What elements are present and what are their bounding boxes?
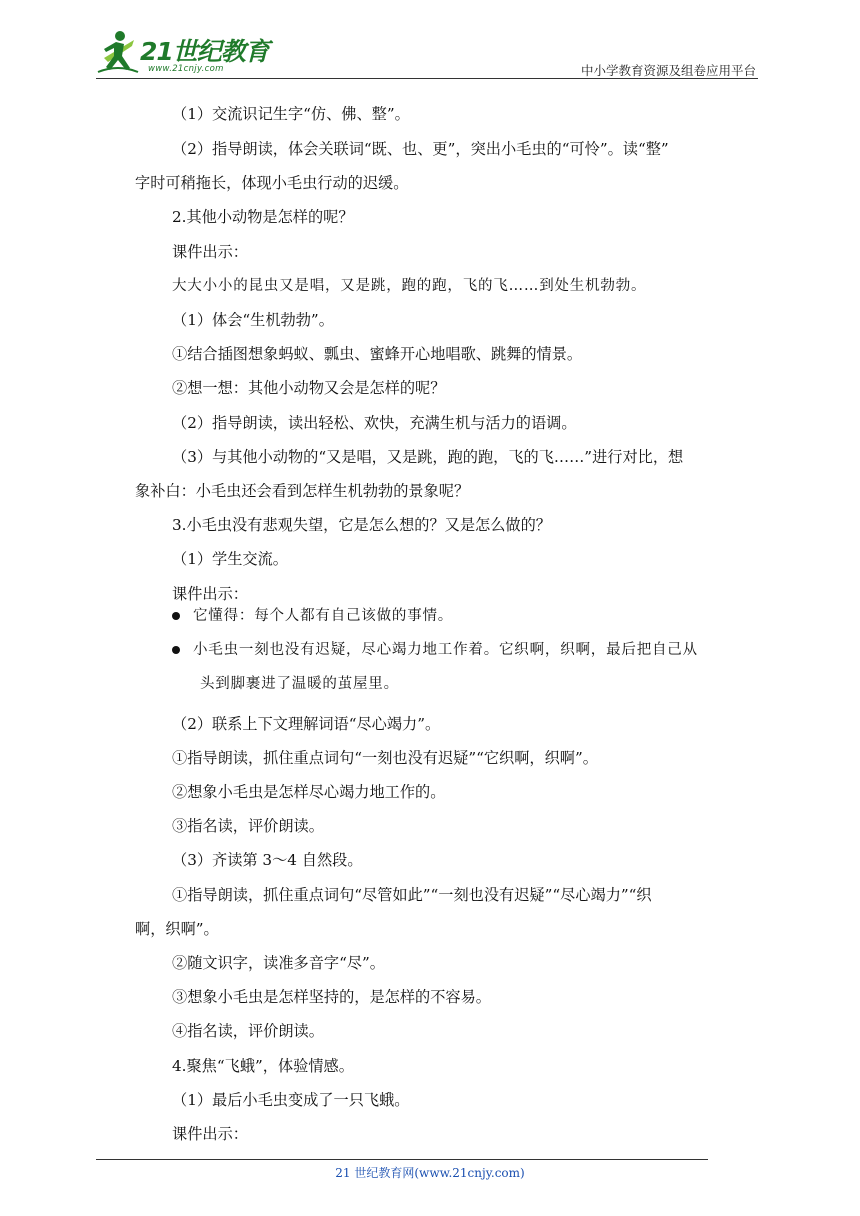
paragraph-line: （2）指导朗读，读出轻松、欢快，充满生机与活力的语调。	[172, 414, 577, 432]
paragraph-line: 课件出示：	[172, 1125, 248, 1143]
paragraph-line: （2）指导朗读，体会关联词“既、也、更”，突出小毛虫的“可怜”。读“整”	[172, 140, 669, 158]
paragraph-line: 字时可稍拖长，体现小毛虫行动的迟缓。	[135, 174, 409, 192]
section-heading: 3.小毛虫没有悲观失望，它是怎么想的？又是怎么做的？	[172, 516, 551, 534]
logo-url: www.21cnjy.com	[148, 64, 224, 74]
site-logo	[96, 28, 269, 78]
paragraph-line: （1）学生交流。	[172, 550, 288, 568]
header-divider	[96, 78, 758, 79]
paragraph-line: （1）最后小毛虫变成了一只飞蛾。	[172, 1091, 410, 1109]
platform-name: 中小学教育资源及组卷应用平台	[580, 63, 756, 78]
paragraph-line: 课件出示：	[172, 243, 248, 261]
footer-link[interactable]: 21 世纪教育网(www.21cnjy.com)	[335, 1166, 525, 1180]
paragraph-line: ②想一想：其他小动物又会是怎样的呢？	[172, 379, 446, 397]
paragraph-line: （2）联系上下文理解词语“尽心竭力”。	[172, 715, 441, 733]
paragraph-line: （3）与其他小动物的“又是唱，又是跳，跑的跑，飞的飞……”进行对比，想	[172, 448, 684, 466]
page-header	[0, 0, 860, 80]
slide-bullet-text: 头到脚裹进了温暖的茧屋里。	[200, 676, 399, 692]
footer-divider	[96, 1159, 708, 1160]
bullet-icon	[172, 646, 180, 654]
logo-text: 21世纪教育	[140, 37, 269, 66]
paragraph-line: 啊，织啊”。	[135, 920, 219, 938]
slide-bullet-text: 它懂得：每个人都有自己该做的事情。	[193, 608, 454, 624]
slide-quote: 大大小小的昆虫又是唱，又是跳，跑的跑，飞的飞……到处生机勃勃。	[172, 278, 647, 294]
section-heading: 2.其他小动物是怎样的呢？	[172, 208, 354, 226]
paragraph-line: ③指名读，评价朗读。	[172, 817, 324, 835]
slide-bullet-text: 小毛虫一刻也没有迟疑，尽心竭力地工作着。它织啊，织啊，最后把自己从	[193, 642, 698, 658]
section-heading: 4.聚焦“飞蛾”，体验情感。	[172, 1057, 354, 1075]
paragraph-line: （1）交流识记生字“仿、佛、整”。	[172, 105, 410, 123]
paragraph-line: ①指导朗读，抓住重点词句“尽管如此”“一刻也没有迟疑”“尽心竭力”“织	[172, 886, 652, 904]
paragraph-line: ②随文识字，读准多音字“尽”。	[172, 954, 385, 972]
paragraph-line: ③想象小毛虫是怎样坚持的，是怎样的不容易。	[172, 988, 491, 1006]
paragraph-line: 象补白：小毛虫还会看到怎样生机勃勃的景象呢？	[135, 482, 470, 500]
paragraph-line: ④指名读，评价朗读。	[172, 1022, 324, 1040]
runner-logo-icon	[96, 28, 140, 76]
paragraph-line: （3）齐读第 3～4 自然段。	[172, 851, 363, 869]
paragraph-line: ①结合插图想象蚂蚁、瓢虫、蜜蜂开心地唱歌、跳舞的情景。	[172, 345, 583, 363]
paragraph-line: ①指导朗读，抓住重点词句“一刻也没有迟疑”“它织啊，织啊”。	[172, 749, 598, 767]
paragraph-line: 课件出示：	[172, 585, 248, 603]
paragraph-line: ②想象小毛虫是怎样尽心竭力地工作的。	[172, 783, 446, 801]
paragraph-line: （1）体会“生机勃勃”。	[172, 311, 334, 329]
bullet-icon	[172, 612, 180, 620]
